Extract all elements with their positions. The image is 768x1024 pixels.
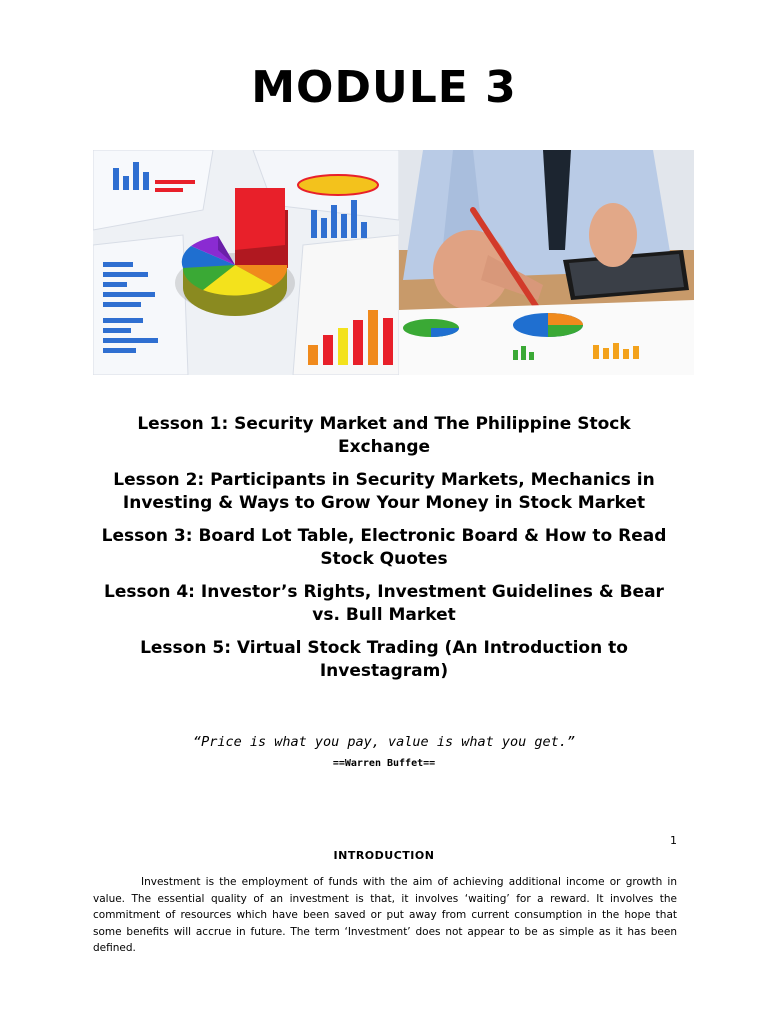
page-number: 1 — [670, 834, 677, 847]
quote-text: “Price is what you pay, value is what you get.” — [192, 734, 575, 750]
lesson-item-5: Lesson 5: Virtual Stock Trading (An Introduction to Investagram) — [140, 638, 628, 681]
intro-paragraph: Investment is the employment of funds with the aim of achieving additional income or growth in value. The essential quality of an investment is that, it involves ‘waiting’ for a reward. It involves the commitment of resources which have been saved or put away from current consumption in the hope that some benefits will accrue in future. The term ‘Investment’ does not appear to be as simple as it has been defined. — [93, 876, 677, 954]
business-person-writing-charts-icon — [399, 150, 694, 375]
lesson-item-2: Lesson 2: Participants in Security Markets, Mechanics in Investing & Ways to Grow Your Money in Stock Market — [113, 470, 655, 513]
banner-image — [93, 150, 694, 375]
page-title: MODULE 3 — [251, 62, 517, 113]
lesson-item-3: Lesson 3: Board Lot Table, Electronic Board & How to Read Stock Quotes — [101, 526, 667, 569]
section-heading: INTRODUCTION — [333, 849, 435, 862]
quote-author: ==Warren Buffet== — [332, 758, 436, 769]
pie-chart-with-reports-icon — [93, 150, 399, 375]
lesson-item-1: Lesson 1: Security Market and The Philippine Stock Exchange — [137, 414, 631, 457]
lesson-list — [90, 413, 678, 693]
lesson-item-4: Lesson 4: Investor’s Rights, Investment Guidelines & Bear vs. Bull Market — [104, 582, 664, 625]
